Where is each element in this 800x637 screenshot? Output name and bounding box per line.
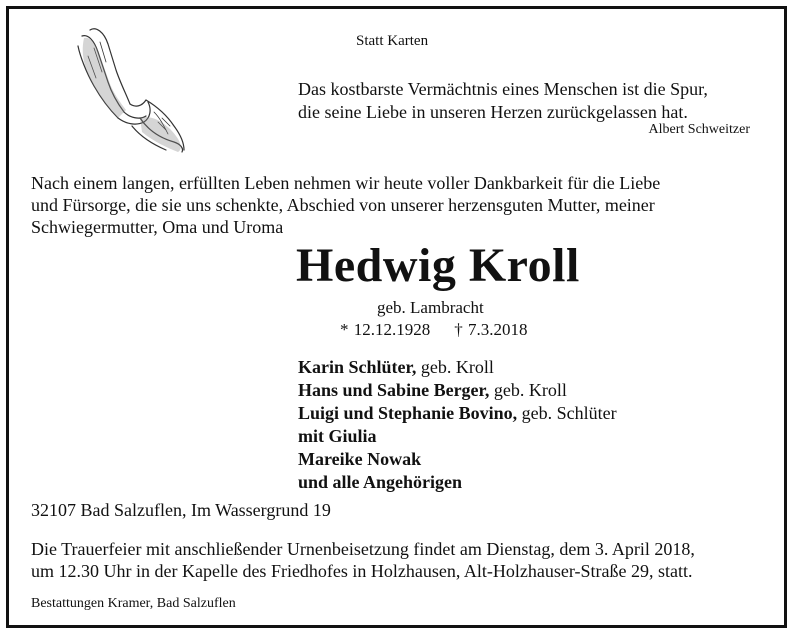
quote bbox=[298, 78, 708, 124]
intro-line: Schwiegermutter, Oma und Uroma bbox=[31, 217, 284, 237]
intro-line: Nach einem langen, erfüllten Leben nehmen wir heute voller Dankbarkeit für die Liebe bbox=[31, 173, 661, 193]
mourner-line: und alle Angehörigen bbox=[298, 472, 463, 492]
life-dates bbox=[340, 320, 528, 340]
mourner-line: Luigi und Stephanie Bovino, geb. Schlüter bbox=[298, 403, 617, 423]
birth-date: * 12.12.1928 bbox=[340, 320, 431, 339]
address: 32107 Bad Salzuflen, Im Wassergrund 19 bbox=[31, 500, 331, 520]
born-name: geb. Lambracht bbox=[377, 298, 484, 317]
service-line: um 12.30 Uhr in der Kapelle des Friedhofes in Holzhausen, Alt-Holzhauser-Straße 29, statt. bbox=[31, 561, 693, 581]
death-date: † 7.3.2018 bbox=[454, 320, 528, 339]
quote-line: Das kostbarste Vermächtnis eines Menschen ist die Spur, bbox=[298, 79, 708, 99]
service-line: Die Trauerfeier mit anschließender Urnenbeisetzung findet am Dienstag, dem 3. April 2018, bbox=[31, 539, 695, 559]
quote-line: die seine Liebe in unseren Herzen zurückgelassen hat. bbox=[298, 102, 688, 122]
quote-author: Albert Schweitzer bbox=[648, 122, 750, 137]
praying-hands-icon bbox=[70, 22, 188, 154]
statt-karten: Statt Karten bbox=[356, 33, 429, 49]
mourner-line: Hans und Sabine Berger, geb. Kroll bbox=[298, 380, 567, 400]
mourner-line: Karin Schlüter, geb. Kroll bbox=[298, 357, 494, 377]
service-info bbox=[31, 538, 695, 582]
mourner-line: Mareike Nowak bbox=[298, 449, 422, 469]
intro-line: und Fürsorge, die sie uns schenkte, Abschied von unserer herzensguten Mutter, meiner bbox=[31, 195, 655, 215]
undertaker: Bestattungen Kramer, Bad Salzuflen bbox=[31, 596, 236, 611]
deceased-name: Hedwig Kroll bbox=[296, 239, 580, 292]
mourner-line: mit Giulia bbox=[298, 426, 377, 446]
mourners-list bbox=[298, 356, 617, 494]
intro-text bbox=[31, 172, 660, 238]
